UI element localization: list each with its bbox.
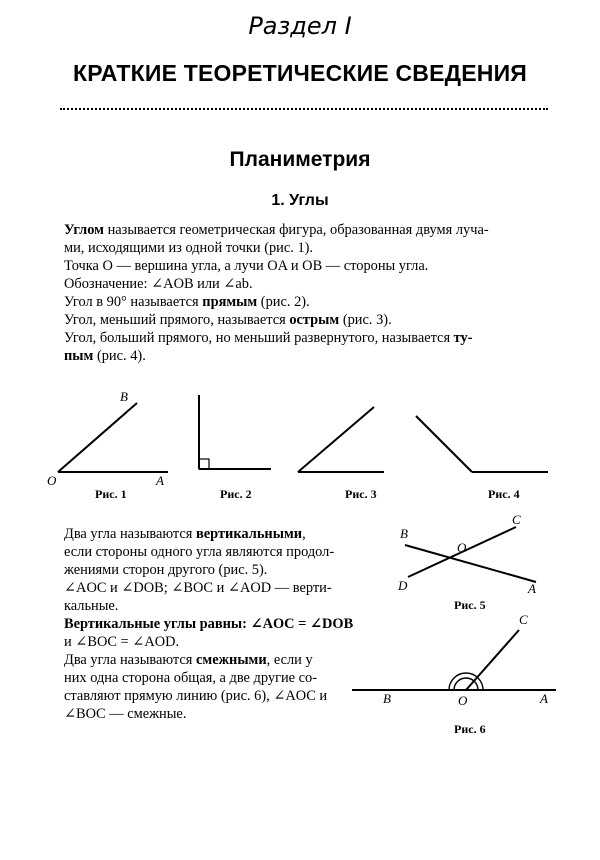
adjacent-line-1-a: Два угла называются bbox=[64, 652, 197, 668]
text-line-4: Обозначение: ∠AOB или ∠ab. bbox=[64, 276, 253, 292]
fig3-caption: Рис. 3 bbox=[345, 487, 377, 501]
term-adjacent: смежными bbox=[196, 652, 267, 668]
fig1-label-a: A bbox=[156, 473, 164, 488]
term-right: прямым bbox=[202, 294, 258, 310]
vertical-line-3: жениями сторон другого (рис. 5). bbox=[64, 562, 268, 578]
section-title: Раздел I bbox=[248, 12, 352, 40]
fig5-label-c: C bbox=[512, 512, 521, 527]
fig5-caption: Рис. 5 bbox=[454, 598, 486, 612]
term-obtuse-part1: ту- bbox=[453, 330, 473, 346]
fig3-ray-upper bbox=[298, 407, 374, 472]
vertical-line-4: ∠AOC и ∠DOB; ∠BOC и ∠AOD — верти- bbox=[64, 580, 332, 596]
adjacent-line-3: ставляют прямую линию (рис. 6), ∠AOC и bbox=[64, 688, 328, 704]
term-vertical: вертикальными bbox=[196, 526, 303, 542]
fig5-label-b: B bbox=[400, 526, 408, 541]
term-acute: острым bbox=[289, 312, 340, 328]
fig6-label-o: O bbox=[458, 693, 468, 708]
text-line-2: ми, исходящими из одной точки (рис. 1). bbox=[64, 240, 314, 256]
text-line-5-a: Угол в 90° называется bbox=[64, 294, 203, 310]
fig4-ray-upper bbox=[416, 416, 472, 472]
vertical-line-1 bbox=[64, 525, 306, 543]
fig5-label-a: A bbox=[528, 581, 536, 596]
fig6-label-a: A bbox=[540, 691, 548, 706]
vertical-line-7: и ∠BOC = ∠AOD. bbox=[64, 634, 180, 650]
term-obtuse-part2: пым bbox=[64, 348, 94, 364]
term-angle: Углом bbox=[64, 222, 104, 238]
text-line-3: Точка O — вершина угла, а лучи OA и OB — стороны угла. bbox=[64, 258, 429, 274]
fig1-label-b: B bbox=[120, 389, 128, 404]
text-line-6-a: Угол, меньший прямого, называется bbox=[64, 312, 290, 328]
main-title: КРАТКИЕ ТЕОРЕТИЧЕСКИЕ СВЕДЕНИЯ bbox=[72, 60, 528, 86]
text-line-7-a: Угол, больший прямого, но меньший развернутого, называется bbox=[64, 330, 454, 346]
fig6-caption: Рис. 6 bbox=[454, 722, 486, 736]
vertical-line-2: если стороны одного угла являются продол- bbox=[64, 544, 335, 560]
text-line-8-b: (рис. 4). bbox=[93, 348, 146, 364]
text-line-1-rest: называется геометрическая фигура, образованная двумя луча- bbox=[103, 222, 489, 238]
vertical-line-1-c: , bbox=[302, 526, 306, 542]
vertical-line-5: кальные. bbox=[64, 598, 119, 614]
adjacent-line-1 bbox=[64, 651, 313, 669]
subsection-title: 1. Углы bbox=[271, 192, 329, 209]
fig1-label-o: O bbox=[47, 473, 57, 488]
fig6-label-b: B bbox=[383, 691, 391, 706]
chapter-title: Планиметрия bbox=[229, 148, 371, 171]
adjacent-line-4: ∠BOC — смежные. bbox=[64, 706, 187, 722]
fig2-right-angle-mark bbox=[199, 459, 209, 469]
fig5-label-d: D bbox=[398, 578, 408, 593]
vertical-line-6: Вертикальные углы равны: ∠AOC = ∠DOB bbox=[64, 616, 354, 632]
fig4-caption: Рис. 4 bbox=[488, 487, 520, 501]
fig1-caption: Рис. 1 bbox=[95, 487, 127, 501]
fig2-caption: Рис. 2 bbox=[220, 487, 252, 501]
fig5-label-o: O bbox=[457, 540, 467, 555]
fig1-ray-ob bbox=[58, 403, 137, 472]
adjacent-line-2: них одна сторона общая, а две другие со- bbox=[64, 670, 318, 686]
fig5-line-ba bbox=[405, 545, 536, 582]
fig6-label-c: C bbox=[519, 612, 528, 627]
vertical-line-1-a: Два угла называются bbox=[64, 526, 197, 542]
text-line-6-c: (рис. 3). bbox=[339, 312, 392, 328]
adjacent-line-1-c: , если у bbox=[266, 652, 313, 668]
text-line-5-c: (рис. 2). bbox=[257, 294, 310, 310]
